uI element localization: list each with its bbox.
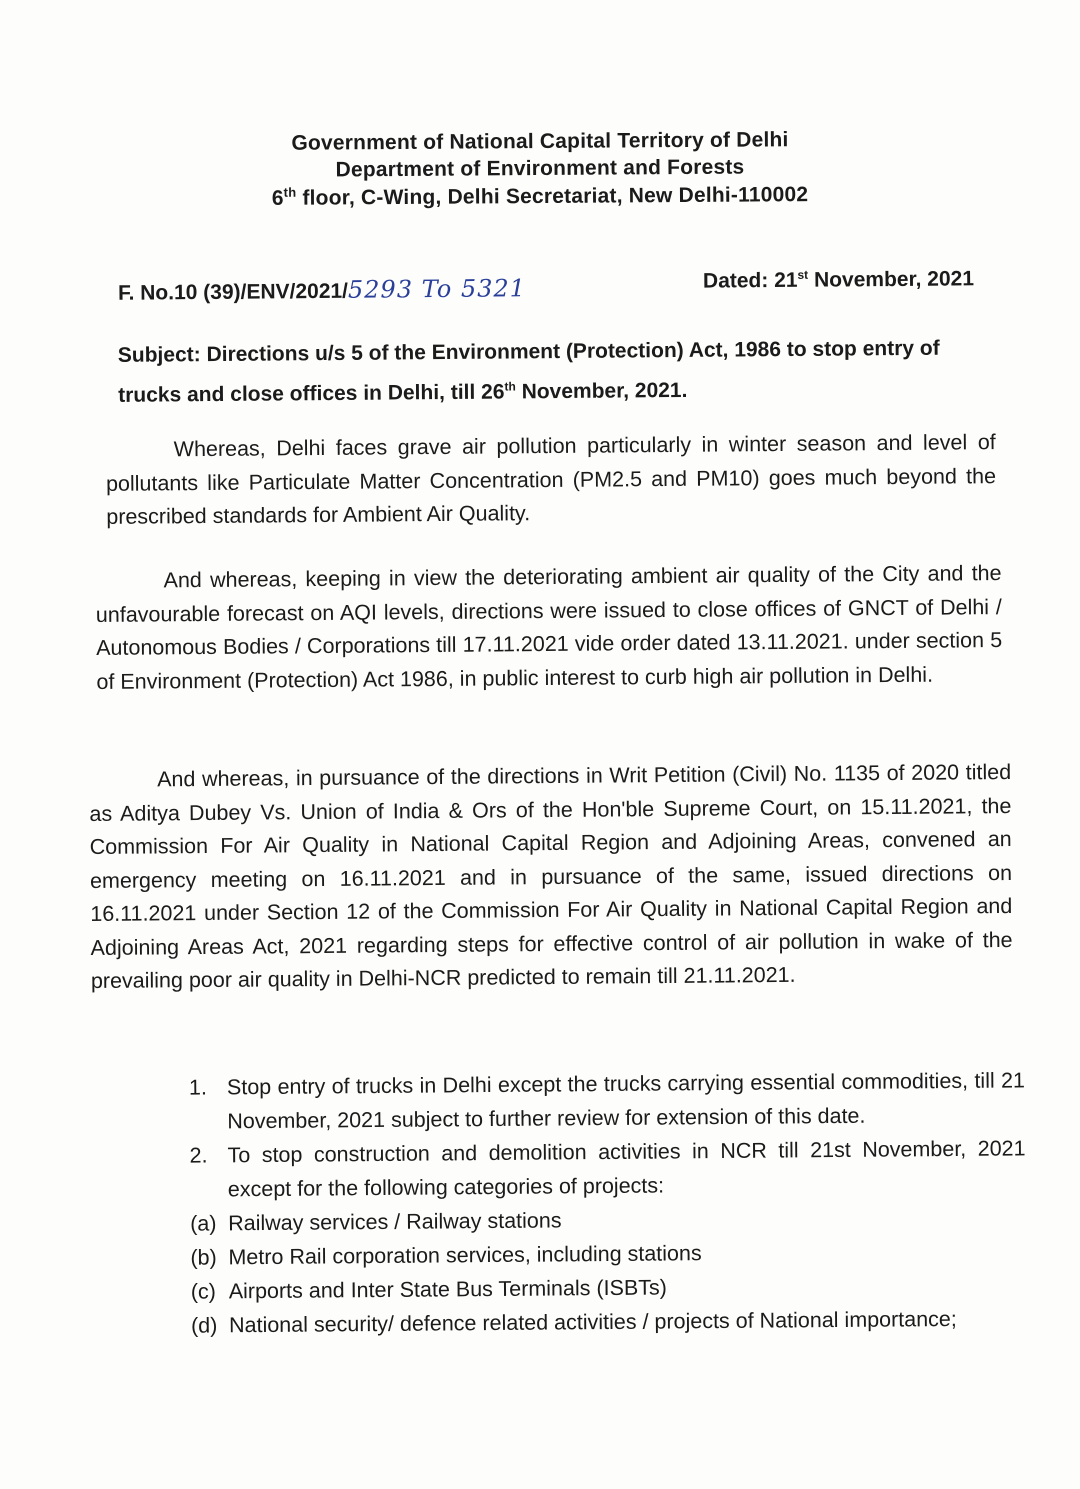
paragraph-3: And whereas, in pursuance of the directions in Writ Petition (Civil) No. 1135 of 2020 titled as Aditya Dubey Vs. Union of India & Ors of the Hon'ble Supreme Court, on 15.11.2021, the Commission For Air Quality in National Capital Region and Adjoining Areas, convened an emergency meeting on 16.11.2021 and in pursuance of the same, issued directions on 16.11.2021 under Section 12 of the Commission For Air Quality in National Capital Region and Adjoining Areas Act, 2021 regarding steps for effective control of air pollution in wake of the prevailing poor air quality in Delhi-NCR predicted to remain till 21.11.2021. (89, 759, 1013, 994)
date-line: Dated: 21st November, 2021 (702, 267, 975, 293)
handwritten-number: 5293 To 5321 (347, 274, 527, 304)
list-item: 1. Stop entry of trucks in Delhi except the trucks carrying essential commodities, till 21 November, 2021 subject to further review for extension of this date. (188, 1068, 1026, 1134)
paragraph-1: Whereas, Delhi faces grave air pollution particularly in winter season and level of pollutants like Particulate Matter Concentration (PM2.5 and PM10) goes much beyond the prescribed standards for Ambient Air Quality. (105, 430, 997, 529)
sub-list-item: (a) Railway services / Railway stations (190, 1208, 562, 1236)
directions-list (189, 1063, 1027, 1342)
paragraph-2: And whereas, keeping in view the deteriorating ambient air quality of the City and the unfavourable forecast on AQI levels, directions were issued to close offices of GNCT of Delhi / Autonomous Bodies / Corporations till 17.11.2021 vide order dated 13.11.2021. under section 5 of Environment (Protection) Act 1986, in public interest to curb high air pollution in Delhi. (95, 561, 1003, 694)
file-number: F. No.10 (39)/ENV/2021/ (117, 279, 349, 305)
header-address: 6th floor, C-Wing, Delhi Secretariat, New Delhi-110002 (271, 183, 809, 210)
header-government: Government of National Capital Territory of Delhi (291, 128, 789, 155)
list-item: 2. To stop construction and demolition activities in NCR till 21st November, 2021 except for the following categories of projects: (189, 1136, 1026, 1202)
sub-list-item: (c) Airports and Inter State Bus Terminals (ISBTs) (190, 1275, 667, 1304)
header-department: Department of Environment and Forests (335, 155, 745, 182)
subject-line: Subject: Directions u/s 5 of the Environment (Protection) Act, 1986 to stop entry of trucks and close offices in Delhi, till 26th November, 2021. (117, 336, 940, 407)
sub-list-item: (d) National security/ defence related activities / projects of National importance; (190, 1306, 957, 1338)
reference-line (117, 267, 980, 306)
sub-list-item: (b) Metro Rail corporation services, including stations (190, 1241, 702, 1270)
